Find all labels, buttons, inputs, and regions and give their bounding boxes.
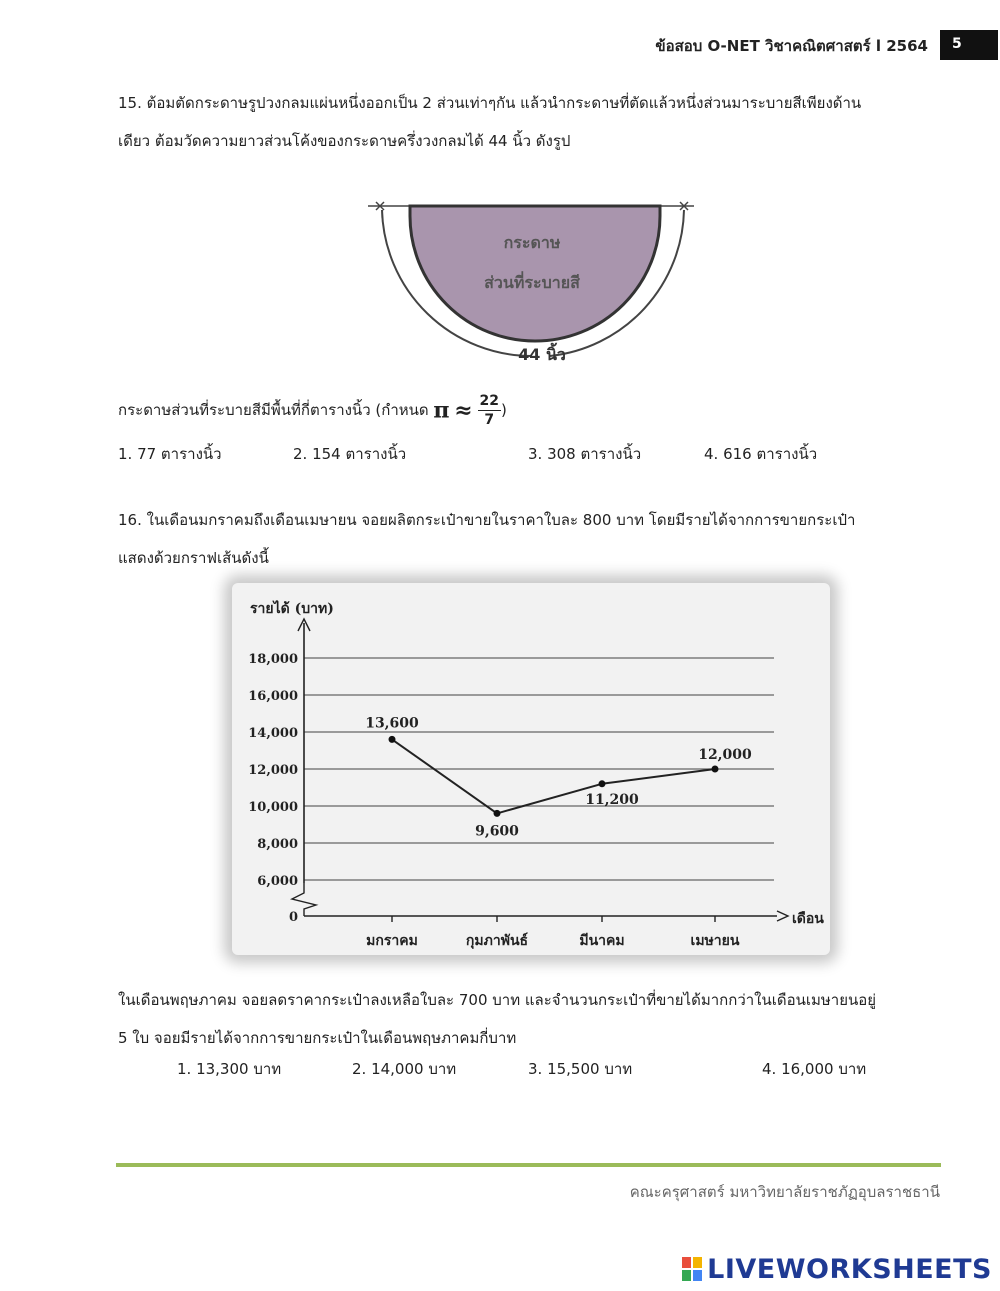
footer-text: คณะครุศาสตร์ มหาวิทยาลัยราชภัฏอุบลราชธานี — [629, 1183, 940, 1201]
q15-choices — [0, 442, 1000, 466]
y-tick-label: 18,000 — [248, 652, 298, 667]
x-tick-label: มกราคม — [366, 933, 418, 949]
data-label: 13,600 — [365, 715, 419, 732]
data-point — [712, 766, 719, 773]
y-tick-label: 0 — [288, 910, 298, 925]
series-segment — [392, 739, 497, 813]
data-label: 9,600 — [475, 823, 519, 840]
y-tick-label: 12,000 — [248, 763, 298, 778]
arc-length-label: 44 นิ้ว — [518, 345, 566, 364]
brand-logo — [681, 1254, 992, 1285]
liveworksheets-icon — [681, 1256, 703, 1282]
q16-choice-1[interactable]: 1. 13,300 บาท — [177, 1060, 282, 1078]
q15-choice-3[interactable]: 3. 308 ตารางนิ้ว — [528, 445, 642, 463]
approx-symbol: ≈ — [454, 397, 473, 424]
q16-line2: แสดงด้วยกราฟเส้นดังนี้ — [118, 549, 269, 567]
q15-line2: เดียว ต้อมวัดความยาวส่วนโค้งของกระดาษครึ่งวงกลมได้ 44 นิ้ว ดังรูป — [118, 132, 571, 150]
q16-choice-4[interactable]: 4. 16,000 บาท — [762, 1060, 867, 1078]
q15-text — [118, 84, 938, 160]
shape-label-1: กระดาษ — [503, 233, 561, 252]
y-axis-label: รายได้ (บาท) — [250, 601, 334, 617]
data-point — [389, 736, 396, 743]
x-axis-label: เดือน — [792, 911, 824, 927]
shape-label-2: ส่วนที่ระบายสี — [484, 273, 580, 292]
x-tick-label: มีนาคม — [579, 933, 625, 949]
y-tick-label: 6,000 — [257, 874, 298, 889]
fraction-denominator: 7 — [484, 412, 495, 428]
x-tick-label: เมษายน — [690, 933, 740, 949]
q15-choice-4[interactable]: 4. 616 ตารางนิ้ว — [704, 445, 818, 463]
footer-divider — [116, 1163, 941, 1167]
fraction-numerator: 22 — [479, 393, 499, 409]
page-number: 5 — [940, 30, 998, 60]
q15-choice-1[interactable]: 1. 77 ตารางนิ้ว — [118, 445, 222, 463]
q16-text — [118, 501, 938, 577]
semicircle-figure — [362, 196, 702, 372]
y-tick-label: 16,000 — [248, 689, 298, 704]
y-tick-label: 10,000 — [248, 800, 298, 815]
q15-choice-2[interactable]: 2. 154 ตารางนิ้ว — [293, 445, 407, 463]
pi-symbol: π — [433, 397, 450, 424]
data-point — [599, 780, 606, 787]
q16-after-line1: ในเดือนพฤษภาคม จอยลดราคากระเป๋าลงเหลือใบละ 700 บาท และจำนวนกระเป๋าที่ขายได้มากกว่าในเดือนเมษายนอยู่ — [118, 991, 877, 1009]
q16-choices — [0, 1057, 1000, 1081]
data-label: 11,200 — [585, 791, 639, 808]
q16-choice-3[interactable]: 3. 15,500 บาท — [528, 1060, 633, 1078]
data-label: 12,000 — [698, 747, 752, 763]
y-tick-label: 14,000 — [248, 726, 298, 741]
q16-question — [118, 981, 938, 1057]
q15-prompt-text: กระดาษส่วนที่ระบายสีมีพื้นที่กี่ตารางนิ้ว (กำหนด — [118, 401, 434, 419]
q16-line1: 16. ในเดือนมกราคมถึงเดือนเมษายน จอยผลิตกระเป๋าขายในราคาใบละ 800 บาท โดยมีรายได้จากการขายกระเป๋า — [118, 511, 856, 529]
pi-fraction — [478, 392, 501, 429]
brand-name: LIVEWORKSHEETS — [707, 1254, 992, 1285]
x-axis-arrow — [777, 911, 788, 921]
q16-after-line2: 5 ใบ จอยมีรายได้จากการขายกระเป๋าในเดือนพฤษภาคมกี่บาท — [118, 1029, 517, 1047]
series-segment — [602, 769, 715, 784]
y-tick-label: 8,000 — [257, 837, 298, 852]
q15-prompt-close: ) — [500, 401, 507, 419]
x-tick-label: กุมภาพันธ์ — [465, 933, 529, 949]
header-title: ข้อสอบ O-NET วิชาคณิตศาสตร์ l 2564 — [655, 37, 928, 55]
q16-choice-2[interactable]: 2. 14,000 บาท — [352, 1060, 457, 1078]
q15-line1: 15. ต้อมตัดกระดาษรูปวงกลมแผ่นหนึ่งออกเป็น 2 ส่วนเท่าๆกัน แล้วนำกระดาษที่ตัดแล้วหนึ่งส่วนมาระบายสีเพียงด้าน — [118, 94, 862, 112]
data-point — [494, 810, 501, 817]
revenue-line-chart — [232, 583, 830, 955]
q15-prompt — [118, 392, 507, 429]
